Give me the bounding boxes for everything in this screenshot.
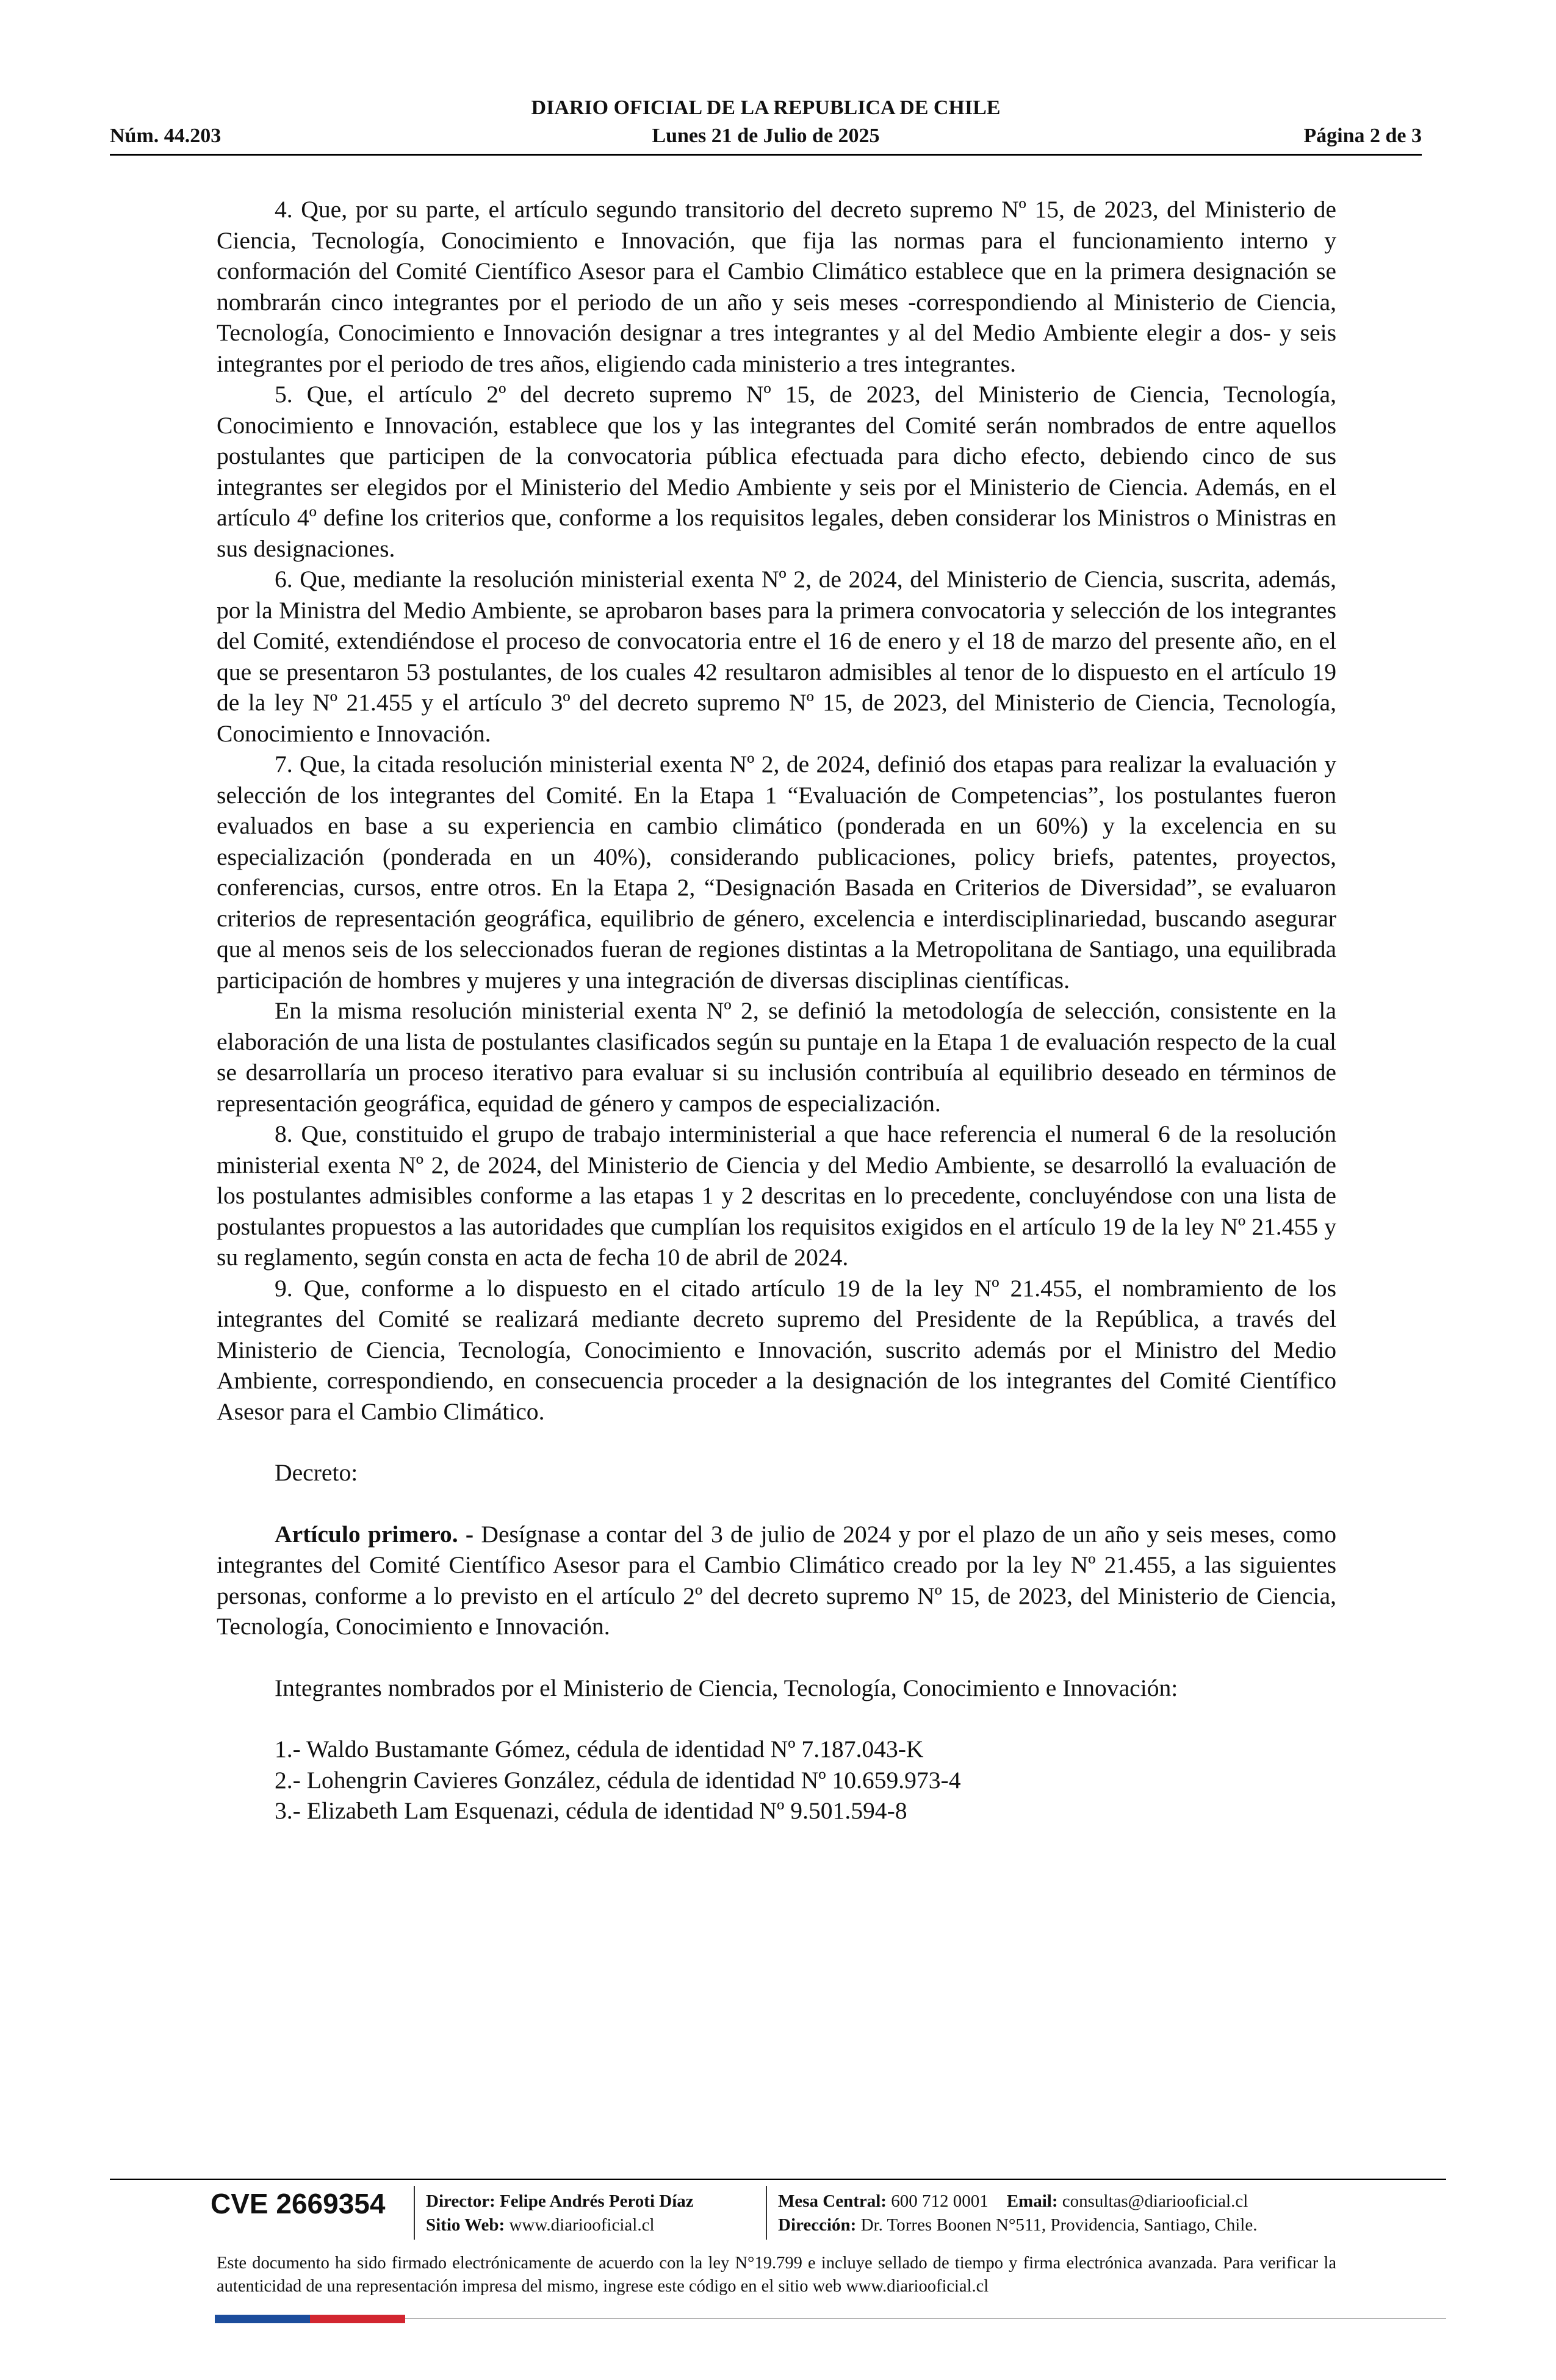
header-divider: [110, 154, 1422, 156]
flag-blue-segment: [215, 2315, 310, 2323]
footer-separator: [766, 2186, 767, 2240]
page-header: [110, 96, 1422, 157]
members-list: [217, 1734, 1336, 1826]
paragraph-8: 8. Que, constituido el grupo de trabajo interministerial a que hace referencia el numeral 6 de la resolución ministerial exenta Nº 2, de 2024, del Ministerio de Ciencia y del Medio Ambiente, se desarrolló la evaluación de los postulantes admisibles conforme a las etapas 1 y 2 descritas en lo precedente, concluyéndose con una lista de postulantes propuestos a las autoridades que cumplían los requisitos exigidos en el artículo 19 de la ley Nº 21.455 y su reglamento, según consta en acta de fecha 10 de abril de 2024.: [217, 1120, 1336, 1271]
director-label: Director:: [426, 2191, 495, 2211]
website-label: Sitio Web:: [426, 2215, 505, 2235]
paragraph-6: 6. Que, mediante la resolución ministerial exenta Nº 2, de 2024, del Ministerio de Ciencia, suscrita, además, por la Ministra del Medio Ambiente, se aprobaron bases para la primera convocatoria y selección de los integrantes del Comité, extendiéndose el proceso de convocatoria entre el 16 de enero y el 18 de marzo del presente año, en el que se presentaron 53 postulantes, de los cuales 42 resultaron admisibles al tenor de lo dispuesto en el artículo 19 de la ley Nº 21.455 y el artículo 3º del decreto supremo Nº 15, de 2023, del Ministerio de Ciencia, Tecnología, Conocimiento e Innovación.: [217, 566, 1336, 747]
article-one-text: Desígnase a contar del 3 de julio de 2024 y por el plazo de un año y seis meses, como integrantes del Comité Científico Asesor para el Cambio Climático creado por la ley Nº 21.455, a las siguientes personas, conforme a lo previsto en el artículo 2º del decreto supremo Nº 15, de 2023, del Ministerio de Ciencia, Tecnología, Conocimiento e Innovación.: [217, 1520, 1336, 1640]
bottom-divider: [405, 2318, 1446, 2319]
paragraph-4: 4. Que, por su parte, el artículo segundo transitorio del decreto supremo Nº 15, de 2023, del Ministerio de Ciencia, Tecnología, Conocimiento e Innovación, que fija las normas para el funcionamiento interno y conformación del Comité Científico Asesor para el Cambio Climático establece que en la primera designación se nombrarán cinco integrantes por el periodo de un año y seis meses -correspondiendo al Ministerio de Ciencia, Tecnología, Conocimiento e Innovación designar a tres integrantes y al del Medio Ambiente elegir a dos- y seis integrantes por el periodo de tres años, eligiendo cada ministerio a tres integrantes.: [217, 196, 1336, 377]
list-item: 3.- Elizabeth Lam Esquenazi, cédula de identidad Nº 9.501.594-8: [275, 1797, 907, 1824]
director-name: Felipe Andrés Peroti Díaz: [500, 2191, 694, 2211]
address-label: Dirección:: [778, 2215, 857, 2235]
article-one-label: Artículo primero. -: [275, 1520, 474, 1548]
decreto-heading: Decreto:: [275, 1459, 358, 1486]
page-indicator: Página 2 de 3: [1303, 124, 1422, 147]
email-label: Email:: [1006, 2191, 1058, 2211]
issue-date: Lunes 21 de Julio de 2025: [652, 124, 880, 147]
flag-red-segment: [310, 2315, 405, 2323]
list-item: 2.- Lohengrin Cavieres González, cédula de identidad Nº 10.659.973-4: [275, 1766, 961, 1794]
mesa-label: Mesa Central:: [778, 2191, 887, 2211]
mesa-phone: 600 712 0001: [891, 2191, 989, 2211]
footer-director-block: [426, 2190, 694, 2237]
article-one: [217, 1519, 1336, 1642]
flag-stripe: [215, 2315, 405, 2323]
email-link[interactable]: consultas@diariooficial.cl: [1062, 2191, 1248, 2211]
website-link[interactable]: www.diariooficial.cl: [509, 2215, 655, 2235]
cve-code: CVE 2669354: [211, 2188, 386, 2220]
paragraph-5: 5. Que, el artículo 2º del decreto supremo Nº 15, de 2023, del Ministerio de Ciencia, Tecnología, Conocimiento e Innovación, establece que los y las integrantes del Comité serán nombrados de entre aquellos postulantes que participen de la convocatoria pública efectuada para dicho efecto, debiendo cinco de sus integrantes ser elegidos por el Ministerio del Medio Ambiente y seis por el Ministerio de Ciencia. Además, en el artículo 4º define los criterios que, conforme a los requisitos legales, deben considerar los Ministros o Ministras en sus designaciones.: [217, 381, 1336, 562]
footer-separator: [414, 2186, 415, 2240]
paragraph-7: 7. Que, la citada resolución ministerial exenta Nº 2, de 2024, definió dos etapas para realizar la evaluación y selección de los integrantes del Comité. En la Etapa 1 “Evaluación de Competencias”, los postulantes fueron evaluados en base a su experiencia en cambio climático (ponderada en un 60%) y la excelencia en su especialización (ponderada en un 40%), considerando publicaciones, policy briefs, patentes, proyectos, conferencias, cursos, entre otros. En la Etapa 2, “Designación Basada en Criterios de Diversidad”, se evaluaron criterios de representación geográfica, equilibrio de género, excelencia e interdisciplinariedad, buscando asegurar que al menos seis de los seleccionados fueran de regiones distintas a la Metropolitana de Santiago, una equilibrada participación de hombres y mujeres y una integración de diversas disciplinas científicas.: [217, 751, 1336, 993]
signature-disclaimer: Este documento ha sido firmado electrónicamente de acuerdo con la ley N°19.799 e incluye sellado de tiempo y firma electrónica avanzada. Para verificar la autenticidad de una representación impresa del mismo, ingrese este código en el sitio web www.diariooficial.cl: [217, 2254, 1336, 2296]
footer-divider: [110, 2179, 1446, 2180]
paragraph-7-continued: En la misma resolución ministerial exenta Nº 2, se definió la metodología de selección, consistente en la elaboración de una lista de postulantes clasificados según su puntaje en la Etapa 1 de evaluación respecto de la cual se desarrollaría un proceso iterativo para evaluar si su inclusión contribuía al equilibrio deseado en términos de representación geográfica, equidad de género y campos de especialización.: [217, 997, 1336, 1117]
members-intro: Integrantes nombrados por el Ministerio de Ciencia, Tecnología, Conocimiento e Innovación:: [275, 1674, 1178, 1701]
list-item: 1.- Waldo Bustamante Gómez, cédula de identidad Nº 7.187.043-K: [275, 1736, 924, 1762]
address-value: Dr. Torres Boonen N°511, Providencia, Santiago, Chile.: [860, 2215, 1258, 2235]
issue-number: Núm. 44.203: [110, 124, 222, 147]
newspaper-title: DIARIO OFICIAL DE LA REPUBLICA DE CHILE: [531, 96, 1001, 119]
footer-contact-block: [778, 2190, 1257, 2237]
paragraph-9: 9. Que, conforme a lo dispuesto en el citado artículo 19 de la ley Nº 21.455, el nombramiento de los integrantes del Comité se realizará mediante decreto supremo del Presidente de la República, a través del Ministerio de Ciencia, Tecnología, Conocimiento e Innovación, suscrito además por el Ministro del Medio Ambiente, correspondiendo, en consecuencia proceder a la designación de los integrantes del Comité Científico Asesor para el Cambio Climático.: [217, 1274, 1336, 1425]
decree-body: [217, 194, 1336, 1826]
